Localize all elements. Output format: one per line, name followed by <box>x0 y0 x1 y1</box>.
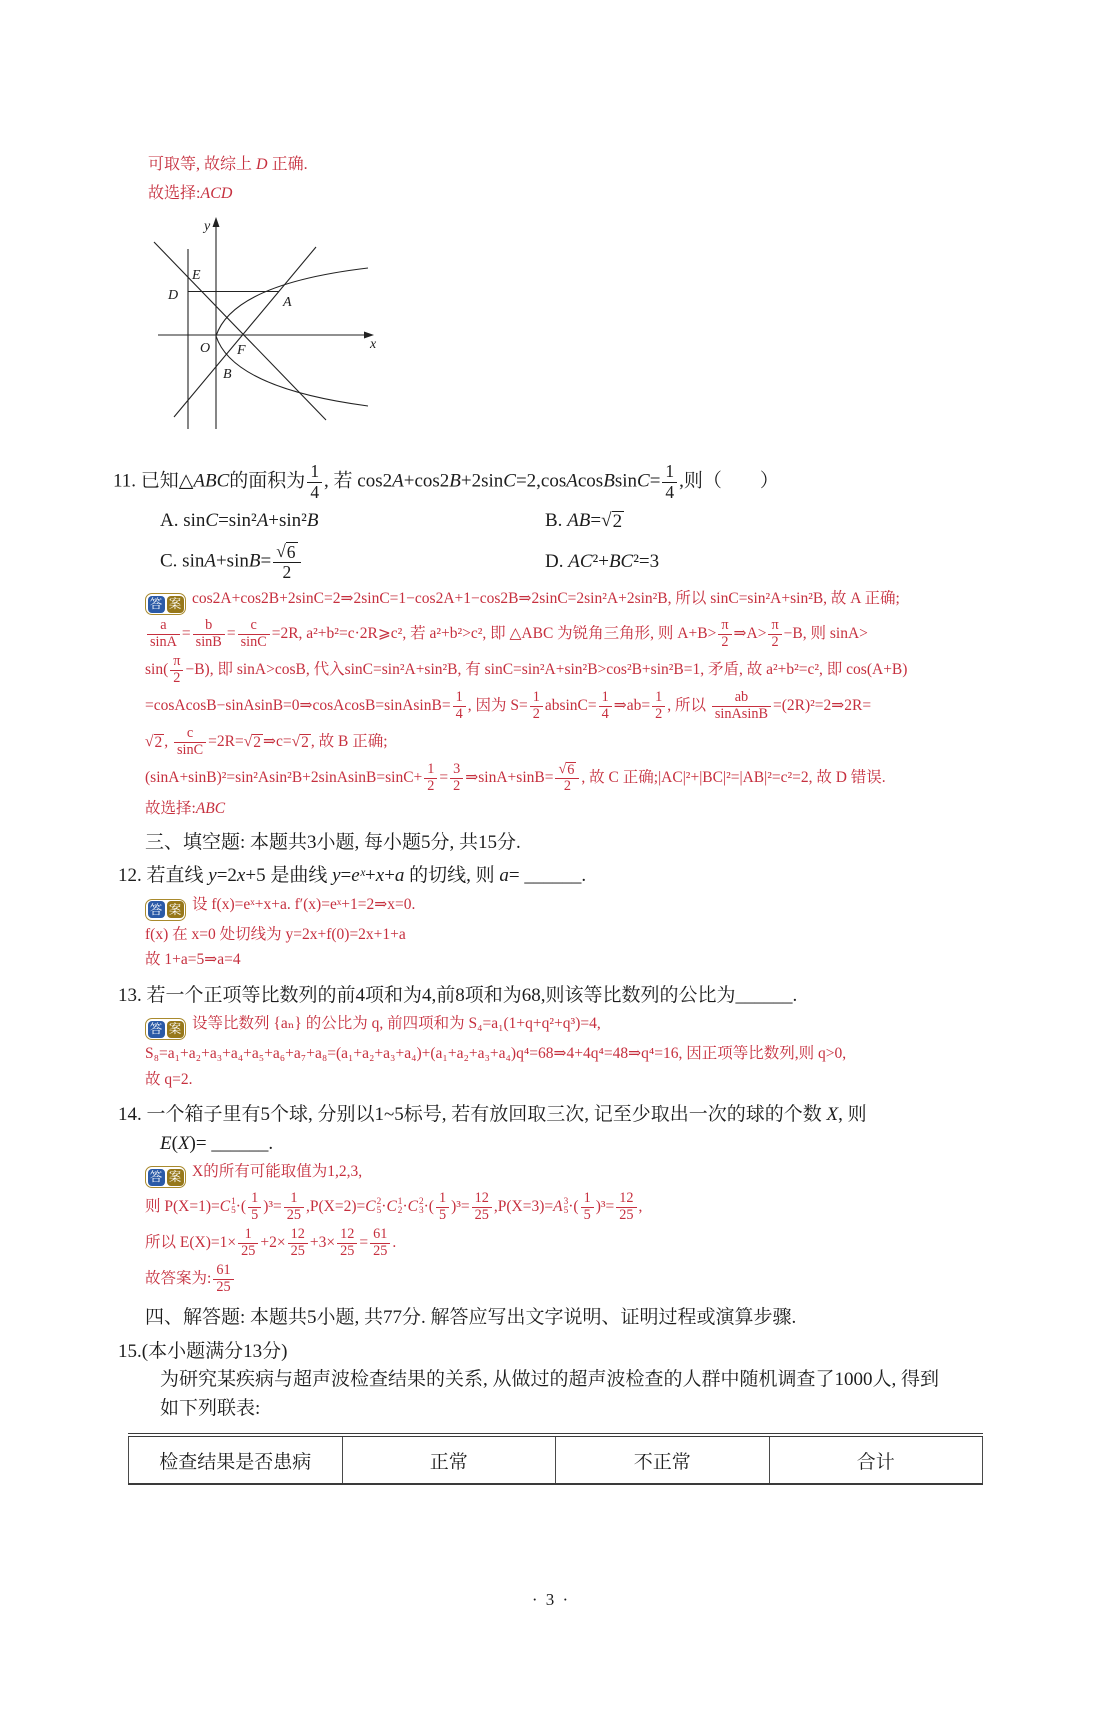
q14-answer <box>145 1161 985 1296</box>
page-number: · 3 · <box>531 1590 571 1609</box>
q11-answer-line: √ 2 , $\frac{c}{\sin C}$ =2R= √ 2 ⇒c= √ 2 , 故 B 正确; <box>145 725 388 759</box>
answer-badge: 答 案 <box>145 1166 186 1188</box>
q11-option-c: C. sinA+sinB= √ 6 2 <box>160 542 545 582</box>
q12-answer-line: f(x) 在 x=0 处切线为 y=2x+f(0)=2x+1+a <box>145 925 406 943</box>
label-E: E <box>192 268 201 283</box>
answer-badge: 答 案 <box>145 899 186 921</box>
q14-stem-blank: E(X)= ______. <box>160 1132 274 1154</box>
table-header-cell: 不正常 <box>556 1435 770 1484</box>
table-header-cell: 检查结果是否患病 <box>129 1435 343 1484</box>
label-F: F <box>237 343 246 358</box>
q15-heading: 15.(本小题满分13分) <box>118 1340 288 1362</box>
label-x: x <box>370 337 377 352</box>
q12-stem: 12. 若直线 y=2x+5 是曲线 y=eˣ+x+a 的切线, 则 a= ______. <box>118 865 587 887</box>
label-A: A <box>283 295 292 310</box>
label-O: O <box>200 341 211 356</box>
table-header-cell: 合计 <box>769 1435 983 1484</box>
q11-options <box>160 510 985 582</box>
q14-answer-result: 故答案为: $\frac{61}{25}$ <box>145 1263 985 1296</box>
q11-answer-line: 答 案 cos2A+cos2B+2sinC=2⇒2sinC=1−cos2A+1−cos2B⇒2sinC=2sin²A+2sin²B, 所以 sinC=sin²A+sin²B, 故 A 正确; <box>145 588 985 615</box>
q14-stem: 14. 一个箱子里有5个球, 分别以1~5标号, 若有放回取三次, 记至少取出一次的球的个数 X, 则 <box>118 1104 867 1126</box>
label-B: B <box>223 367 232 382</box>
table-header-row <box>129 1435 983 1484</box>
contingency-table <box>128 1433 983 1485</box>
q13-answer <box>145 1013 985 1091</box>
q13-answer-line: 故 q=2. <box>145 1070 193 1088</box>
label-D: D <box>168 288 179 303</box>
q11-option-a: A. sinC=sin²A+sin²B <box>160 510 319 532</box>
answer-badge: 答 案 <box>145 1018 186 1040</box>
q10-answer-tail <box>148 150 985 208</box>
q15-paragraph-2: 如下列联表: <box>160 1397 261 1419</box>
exam-page <box>0 150 1102 1709</box>
q11-answer-line: sin( $\frac{\pi}{2}$ −B), 即 sinA>cosB, 代入sinC=sin²A+sin²B, 有 sinC=sin²A+sin²B>cos²B+sin²B=1, 矛盾, 故 a²+b²=c², 即 cos(A+B) <box>145 653 908 687</box>
q10-choice: 故选择:ACD <box>148 185 233 202</box>
q14-answer-line: 则 P(X=1)= C 1 5 ·( $\frac{1}{5}$ )³= $\frac{1}{25}$ ,P(X=2)= C 2 5 · C 1 2 · C 2 3 ·( $\frac{1}{5}$ )³= $\frac{12}{25}$ ,P(X=3)= A 3 5 ·( $\frac{1}{5}$ )³= $\frac{12}{25}$ , <box>145 1190 643 1224</box>
answer-badge: 答 案 <box>145 593 186 615</box>
q12-answer <box>145 894 985 972</box>
q11-stem: 11. 已知△ABC的面积为 $\frac{1}{4}$ , 若 cos2A+cos2B+2sinC=2,cosAcosBsinC= $\frac{1}{4}$ ,则（ ） <box>113 461 779 502</box>
q14-answer-line: 答 案 X的所有可能取值为1,2,3, <box>145 1161 985 1188</box>
q11-answer <box>145 588 985 820</box>
q10-conclusion: 可取等, 故综上 D 正确. <box>148 156 308 173</box>
q14-answer-line: 所以 E(X)=1× $\frac{1}{25}$ +2× $\frac{12}{25}$ +3× $\frac{12}{25}$ = $\frac{61}{25}$ . <box>145 1226 397 1260</box>
q12-answer-line: 答 案 设 f(x)=eˣ+x+a. f′(x)=eˣ+1=2⇒x=0. <box>145 894 985 921</box>
label-y: y <box>204 219 211 234</box>
section-4-title: 四、解答题: 本题共5小题, 共77分. 解答应写出文字说明、证明过程或演算步骤. <box>145 1306 797 1328</box>
q11-answer-choice: 故选择:ABC <box>145 800 226 818</box>
q13-stem: 13. 若一个正项等比数列的前4项和为4,前8项和为68,则该等比数列的公比为______. <box>118 984 798 1006</box>
q11-option-b: B. AB= √ 2 <box>545 510 623 533</box>
table-header-cell: 正常 <box>342 1435 556 1484</box>
q11-answer-line: $\frac{a}{\sin A}$ = $\frac{b}{\sin B}$ = $\frac{c}{\sin C}$ =2R, a²+b²=c·2R⩾c², 若 a²+b²>c², 即 △ABC 为锐角三角形, 则 A+B> $\frac{\pi}{2}$ ⇒A> $\frac{\pi}{2}$ −B, 则 sinA> <box>145 618 985 651</box>
q11-answer-line: (sinA+sinB)²=sin²Asin²B+2sinAsinB=sinC+ $\frac{1}{2}$ = $\frac{3}{2}$ ⇒sinA+sinB= √ 6 2 , 故 C 正确;|AC|²+|BC|²=|AB|²=c²=2, 故 D 错误. <box>145 761 886 795</box>
q12-answer-line: 故 1+a=5⇒a=4 <box>145 951 241 969</box>
figure-canvas <box>138 216 400 431</box>
q11-answer-line: =cosAcosB−sinAsinB=0⇒cosAcosB=sinAsinB= $\frac{1}{4}$ , 因为 S= $\frac{1}{2}$ absinC= $\frac{1}{4}$ ⇒ab= $\frac{1}{2}$ , 所以 $\frac{ab}{\text{sinAsinB}}$ =(2R)²=2⇒2R= <box>145 689 872 723</box>
y-axis-arrow <box>213 217 220 227</box>
q13-answer-line: 答 案 设等比数列 {aₙ} 的公比为 q, 前四项和为 S₄=a₁(1+q+q²+q³)=4, <box>145 1013 985 1040</box>
parabola-figure <box>138 216 985 436</box>
q13-answer-line: S₈=a₁+a₂+a₃+a₄+a₅+a₆+a₇+a₈=(a₁+a₂+a₃+a₄)+(a₁+a₂+a₃+a₄)q⁴=68⇒4+4q⁴=48⇒q⁴=16, 因正项等比数列,则 q>0, <box>145 1045 847 1063</box>
q11-option-d: D. AC²+BC²=3 <box>545 551 660 573</box>
q15-paragraph-1: 为研究某疾病与超声波检查结果的关系, 从做过的超声波检查的人群中随机调查了1000人, 得到 <box>160 1369 940 1390</box>
section-3-title: 三、填空题: 本题共3小题, 每小题5分, 共15分. <box>145 831 521 853</box>
